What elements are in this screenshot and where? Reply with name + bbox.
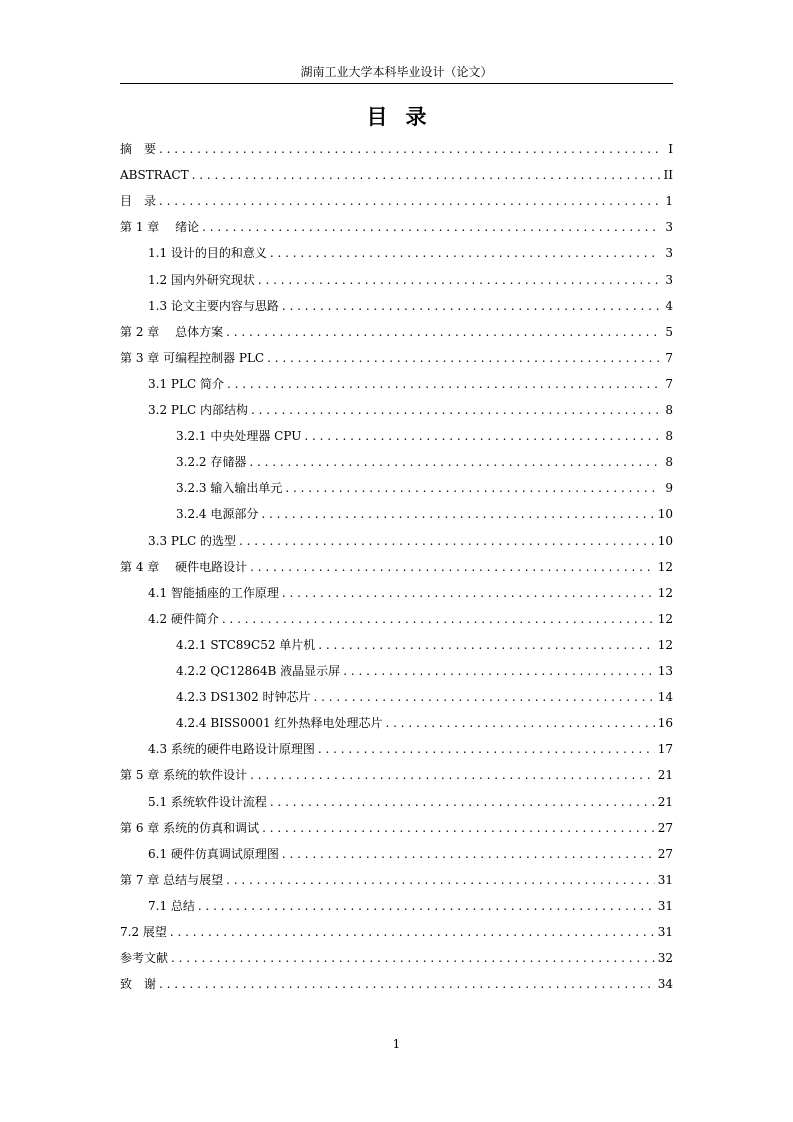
toc-entry-label: 第 6 章 系统的仿真和调试 — [120, 820, 260, 835]
toc-dot-leader — [343, 662, 655, 680]
toc-dot-leader — [258, 271, 660, 289]
toc-entry[interactable] — [176, 453, 673, 471]
toc-entry[interactable] — [120, 140, 673, 158]
toc-entry-page: 5 — [665, 324, 673, 339]
toc-dot-leader — [282, 584, 655, 602]
toc-entry[interactable] — [120, 923, 673, 941]
toc-entry[interactable] — [120, 192, 673, 210]
toc-dot-leader — [314, 688, 655, 706]
toc-dot-leader — [226, 871, 655, 889]
toc-dot-leader — [170, 923, 655, 941]
toc-dot-leader — [318, 636, 654, 654]
toc-entry-page: 21 — [657, 768, 673, 783]
toc-entry-label: 1.3 论文主要内容与思路 — [148, 298, 279, 313]
toc-entry-page: 31 — [657, 898, 673, 913]
toc-dot-leader — [192, 166, 660, 184]
toc-entry-label: 3.1 PLC 简介 — [148, 376, 224, 391]
toc-entry[interactable] — [120, 819, 673, 837]
toc-dot-leader — [262, 819, 655, 837]
toc-entry-page: 8 — [665, 455, 673, 470]
toc-entry-label: 3.3 PLC 的选型 — [148, 533, 236, 548]
toc-dot-leader — [159, 192, 660, 210]
toc-entry-page: 4 — [665, 298, 673, 313]
toc-entry-page: 12 — [657, 559, 673, 574]
toc-entry-page: 9 — [665, 481, 673, 496]
toc-entry-label: 目 录 — [120, 194, 157, 209]
toc-entry-page: 8 — [665, 429, 673, 444]
toc-dot-leader — [159, 975, 655, 993]
toc-entry-page: 27 — [657, 820, 673, 835]
toc-dot-leader — [250, 558, 655, 576]
toc-dot-leader — [282, 297, 660, 315]
toc-dot-leader — [285, 479, 660, 497]
toc-entry[interactable] — [148, 271, 673, 289]
toc-entry-page: II — [663, 168, 673, 183]
toc-entry-label: 第 7 章 总结与展望 — [120, 872, 224, 887]
toc-entry[interactable] — [176, 427, 673, 445]
page-header: 湖南工业大学本科毕业设计（论文） — [300, 65, 493, 79]
toc-entry-label: 1.1 设计的目的和意义 — [148, 246, 267, 261]
toc-entry[interactable] — [120, 349, 673, 367]
toc-entry-page: 12 — [657, 585, 673, 600]
toc-entry-label: 第 2 章 总体方案 — [120, 324, 224, 339]
toc-dot-leader — [239, 532, 655, 550]
toc-entry-label: 6.1 硬件仿真调试原理图 — [148, 846, 279, 861]
toc-dot-leader — [250, 766, 655, 784]
toc-entry[interactable] — [120, 871, 673, 889]
toc-entry-page: 12 — [657, 637, 673, 652]
toc-entry[interactable] — [120, 558, 673, 576]
toc-entry-label: 3.2.3 输入输出单元 — [176, 481, 283, 496]
toc-entry-page: 17 — [657, 742, 673, 757]
toc-entry[interactable] — [148, 897, 673, 915]
toc-dot-leader — [226, 323, 660, 341]
toc-entry[interactable] — [176, 714, 673, 732]
toc-entry-label: 3.2.2 存储器 — [176, 455, 247, 470]
page-title: 目录 — [366, 104, 445, 129]
toc-entry-label: 参考文献 — [120, 951, 169, 966]
toc-entry-label: 7.1 总结 — [148, 898, 195, 913]
toc-dot-leader — [270, 244, 660, 262]
toc-entry[interactable] — [148, 244, 673, 262]
toc-dot-leader — [318, 740, 655, 758]
toc-entry-label: 4.1 智能插座的工作原理 — [148, 585, 279, 600]
toc-entry-page: 16 — [657, 716, 673, 731]
toc-entry-page: 12 — [657, 611, 673, 626]
toc-entry[interactable] — [176, 662, 673, 680]
toc-entry-page: 10 — [657, 533, 673, 548]
toc-entry[interactable] — [148, 740, 673, 758]
toc-entry[interactable] — [176, 688, 673, 706]
toc-dot-leader — [198, 897, 655, 915]
toc-entry-page: 7 — [665, 376, 673, 391]
toc-dot-leader — [267, 349, 660, 367]
toc-entry-label: 4.2.1 STC89C52 单片机 — [176, 637, 316, 652]
toc-entry[interactable] — [148, 401, 673, 419]
toc-entry-page: 34 — [657, 977, 673, 992]
toc-entry-label: 7.2 展望 — [120, 925, 167, 939]
toc-entry-page: 7 — [665, 350, 673, 365]
toc-entry-label: 4.2.3 DS1302 时钟芯片 — [176, 690, 311, 705]
toc-entry[interactable] — [148, 532, 673, 550]
toc-entry-label: 第 5 章 系统的软件设计 — [120, 768, 248, 783]
toc-entry-page: 14 — [657, 690, 673, 705]
toc-dot-leader — [222, 610, 655, 628]
toc-dot-leader — [261, 505, 654, 523]
toc-entry-label: 3.2.1 中央处理器 CPU — [176, 429, 302, 444]
toc-entry-label: 1.2 国内外研究现状 — [148, 272, 255, 287]
toc-dot-leader — [282, 845, 655, 863]
toc-dot-leader — [159, 140, 660, 158]
toc-entry-page: 13 — [657, 664, 673, 678]
toc-dot-leader — [227, 375, 660, 393]
toc-entry-label: 4.3 系统的硬件电路设计原理图 — [148, 742, 315, 757]
toc-entry-page: 31 — [657, 872, 673, 887]
toc-entry-page: 1 — [665, 194, 673, 209]
toc-entry-page: I — [668, 142, 673, 156]
toc-entry[interactable] — [176, 479, 673, 497]
toc-entry-label: 4.2.4 BISS0001 红外热释电处理芯片 — [176, 716, 383, 731]
toc-entry[interactable] — [120, 218, 673, 236]
toc-dot-leader — [386, 714, 655, 732]
toc-entry-label: 摘 要 — [120, 142, 157, 156]
page-number: 1 — [392, 1037, 401, 1051]
toc-entry[interactable] — [148, 610, 673, 628]
toc-entry-label: 3.2 PLC 内部结构 — [148, 403, 248, 417]
toc-entry[interactable] — [148, 845, 673, 863]
toc-entry-label: 第 1 章 绪论 — [120, 220, 200, 235]
toc-entry-page: 8 — [665, 403, 673, 417]
toc-entry[interactable] — [120, 323, 673, 341]
toc-entry-page: 32 — [657, 951, 673, 966]
toc-entry-page: 3 — [665, 220, 673, 235]
toc-dot-leader — [202, 218, 660, 236]
toc-dot-leader — [249, 453, 660, 471]
toc-entry-label: 第 3 章 可编程控制器 PLC — [120, 350, 265, 365]
toc-entry-page: 27 — [657, 846, 673, 861]
toc-entry[interactable] — [120, 766, 673, 784]
toc-entry[interactable] — [148, 793, 673, 811]
toc-dot-leader — [270, 793, 655, 811]
toc-entry[interactable] — [148, 297, 673, 315]
toc-entry[interactable] — [176, 505, 673, 523]
toc-dot-leader — [251, 401, 660, 419]
toc-dot-leader — [171, 949, 655, 967]
toc-entry-page: 3 — [665, 246, 673, 261]
toc-entry-label: 致 谢 — [120, 977, 157, 992]
toc-entry[interactable] — [148, 375, 673, 393]
toc-entry-label: 第 4 章 硬件电路设计 — [120, 559, 248, 574]
toc-entry[interactable] — [120, 975, 673, 993]
toc-entry-label: 4.2 硬件简介 — [148, 611, 219, 626]
toc-entry-label: 3.2.4 电源部分 — [176, 507, 259, 522]
header-rule — [120, 83, 673, 84]
toc-entry[interactable] — [176, 636, 673, 654]
toc-entry-page: 31 — [657, 925, 673, 939]
toc-entry-page: 3 — [665, 272, 673, 287]
toc-dot-leader — [304, 427, 660, 445]
toc-entry-page: 21 — [657, 794, 673, 809]
toc-entry[interactable] — [148, 584, 673, 602]
toc-entry[interactable] — [120, 949, 673, 967]
toc-entry-label: 5.1 系统软件设计流程 — [148, 794, 267, 809]
toc-entry-page: 10 — [657, 507, 673, 522]
toc-entry-label: ABSTRACT — [120, 168, 189, 183]
toc-entry-label: 4.2.2 QC12864B 液晶显示屏 — [176, 664, 341, 678]
toc-entry[interactable] — [120, 166, 673, 184]
